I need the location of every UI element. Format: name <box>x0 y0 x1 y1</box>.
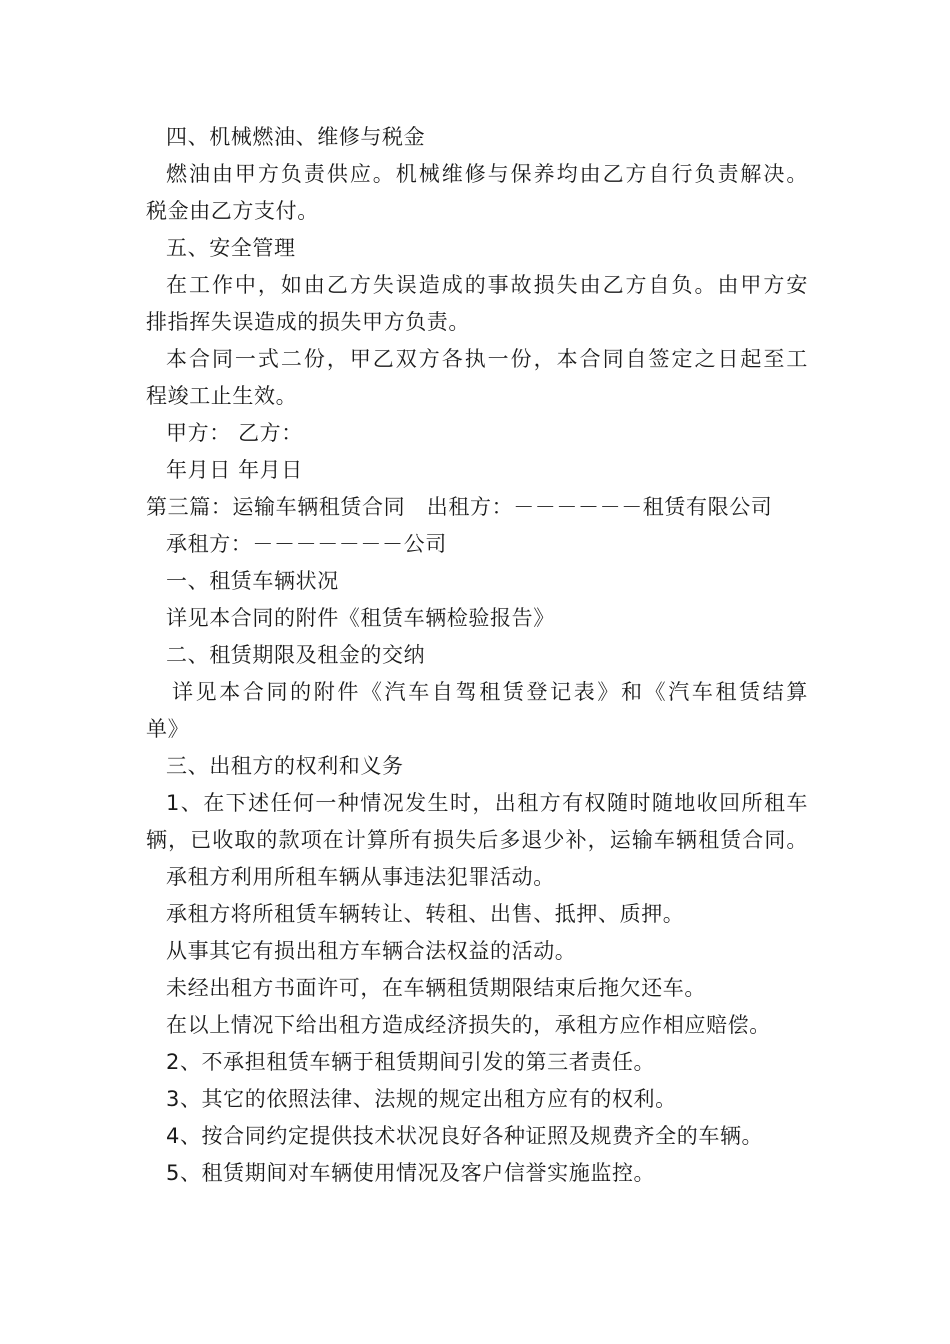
section-title-third-contract: 第三篇：运输车辆租赁合同 出租方：－－－－－－租赁有限公司 <box>146 495 773 519</box>
section-heading-safety: 五、安全管理 <box>166 236 296 260</box>
list-item: 承租方利用所租车辆从事违法犯罪活动。 <box>166 865 555 889</box>
paragraph-line: 1、在下述任何一种情况发生时，出租方有权随时随地收回所租车 <box>166 791 808 815</box>
paragraph-line: 单》 <box>146 717 190 741</box>
section-heading-lease-term: 二、租赁期限及租金的交纳 <box>166 643 426 667</box>
signature-parties: 甲方： 乙方： <box>166 421 303 445</box>
list-item: 2、不承担租赁车辆于租赁期间引发的第三者责任。 <box>166 1050 656 1074</box>
section-heading-lessor-rights: 三、出租方的权利和义务 <box>166 754 404 778</box>
paragraph-line: 详见本合同的附件《汽车自驾租赁登记表》和《汽车租赁结算 <box>172 680 808 704</box>
list-item: 在以上情况下给出租方造成经济损失的，承租方应作相应赔偿。 <box>166 1013 771 1037</box>
list-item: 4、按合同约定提供技术状况良好各种证照及规费齐全的车辆。 <box>166 1124 764 1148</box>
list-item: 承租方将所租赁车辆转让、转租、出售、抵押、质押。 <box>166 902 685 926</box>
list-item: 从事其它有损出租方车辆合法权益的活动。 <box>166 939 577 963</box>
paragraph-line: 程竣工止生效。 <box>146 384 298 408</box>
paragraph-line: 详见本合同的附件《租赁车辆检验报告》 <box>166 606 555 630</box>
paragraph-line: 辆，已收取的款项在计算所有损失后多退少补，运输车辆租赁合同。 <box>146 828 808 852</box>
paragraph-line: 税金由乙方支付。 <box>146 199 319 223</box>
list-item: 未经出租方书面许可，在车辆租赁期限结束后拖欠还车。 <box>166 976 706 1000</box>
list-item: 5、租赁期间对车辆使用情况及客户信誉实施监控。 <box>166 1161 656 1185</box>
lessee-line: 承租方：－－－－－－－公司 <box>166 532 447 556</box>
paragraph-line: 排指挥失误造成的损失甲方负责。 <box>146 310 470 334</box>
signature-dates: 年月日 年月日 <box>166 458 303 482</box>
section-heading-vehicle-status: 一、租赁车辆状况 <box>166 569 339 593</box>
list-item: 3、其它的依照法律、法规的规定出租方应有的权利。 <box>166 1087 677 1111</box>
paragraph-line: 燃油由甲方负责供应。机械维修与保养均由乙方自行负责解决。 <box>166 162 808 186</box>
paragraph-line: 本合同一式二份，甲乙双方各执一份，本合同自签定之日起至工 <box>166 347 808 371</box>
section-heading-fuel-maintenance-tax: 四、机械燃油、维修与税金 <box>166 125 426 149</box>
paragraph-line: 在工作中，如由乙方失误造成的事故损失由乙方自负。由甲方安 <box>166 273 808 297</box>
